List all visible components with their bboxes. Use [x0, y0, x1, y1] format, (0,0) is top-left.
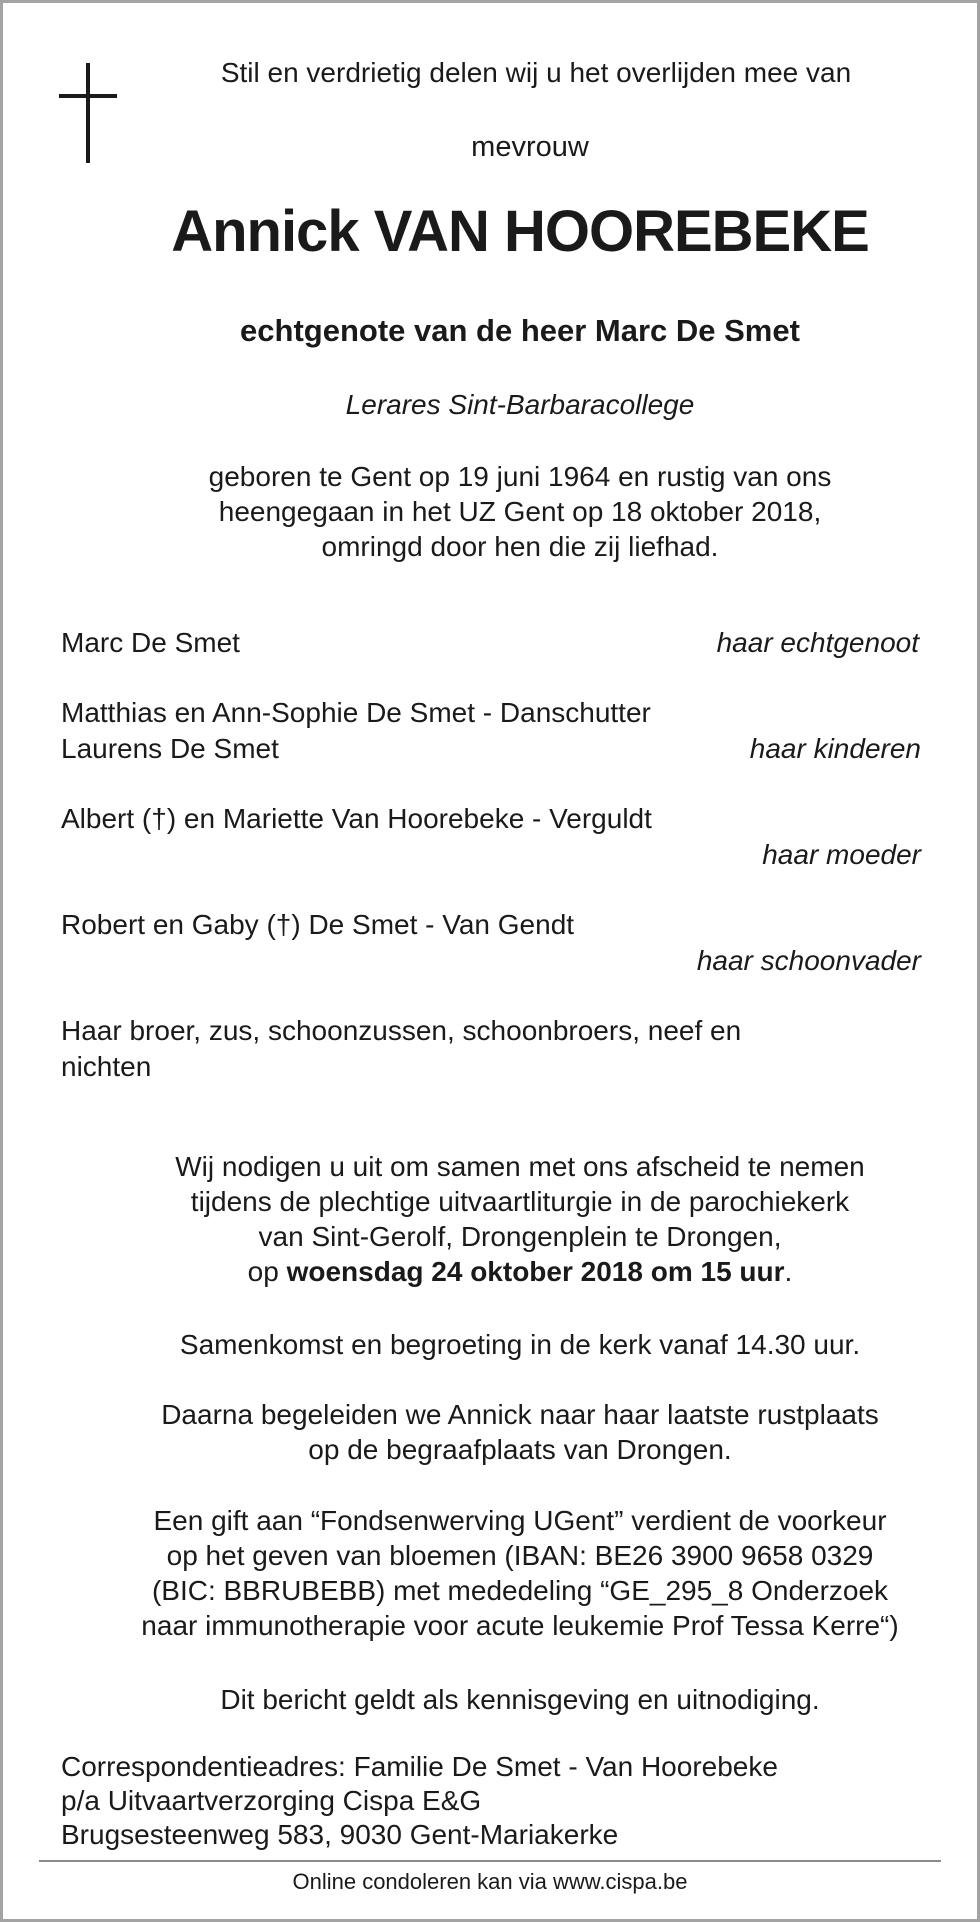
- notice-text: Dit bericht geldt als kennisgeving en uitnodiging.: [220, 1684, 820, 1715]
- family-name: Albert (†) en Mariette Van Hoorebeke - Verguldt: [61, 803, 652, 834]
- address-line-2: p/a Uitvaartverzorging Cispa E&G: [61, 1785, 482, 1816]
- family-row-children: [61, 695, 921, 767]
- invitation-suffix: .: [784, 1256, 793, 1287]
- family-name: Robert en Gaby (†) De Smet - Van Gendt: [61, 909, 575, 940]
- born-line-3: omringd door hen die zij liefhad.: [321, 531, 719, 562]
- invitation-prefix: op: [247, 1256, 287, 1287]
- family-row-father-in-law: [61, 907, 921, 976]
- birth-death-info: [33, 459, 980, 564]
- gift-line-2: op het geven van bloemen (IBAN: BE26 3900 9658 0329: [166, 1540, 874, 1571]
- family-relation: haar kinderen: [749, 733, 921, 764]
- family-row-mother: [61, 801, 921, 870]
- deceased-name: Annick VAN HOOREBEKE: [171, 199, 869, 264]
- footer-divider: [39, 1860, 941, 1862]
- family-name: Matthias en Ann-Sophie De Smet - Danschutter: [61, 697, 651, 728]
- address-line-1: Correspondentieadres: Familie De Smet - Van Hoorebeke: [61, 1751, 778, 1782]
- burial-line-1: Daarna begeleiden we Annick naar haar laatste rustplaats: [161, 1399, 879, 1430]
- gift-line-1: Een gift aan “Fondsenwerving UGent” verdient de voorkeur: [153, 1505, 887, 1536]
- address-line-3: Brugsesteenweg 583, 9030 Gent-Mariakerke: [61, 1819, 619, 1850]
- footer-condolence-text: Online condoleren kan via www.cispa.be: [292, 1869, 688, 1894]
- born-line-2: heengegaan in het UZ Gent op 18 oktober 2018,: [218, 496, 822, 527]
- meeting-info: Samenkomst en begroeting in de kerk vanaf 14.30 uur.: [179, 1329, 861, 1360]
- family-name: Haar broer, zus, schoonzussen, schoonbroers, neef en: [61, 1015, 742, 1046]
- family-relation: haar echtgenoot: [716, 627, 919, 658]
- family-name: Laurens De Smet: [61, 733, 279, 764]
- family-name: Marc De Smet: [61, 627, 240, 658]
- gift-line-4: naar immunotherapie voor acute leukemie Prof Tessa Kerre“): [141, 1610, 899, 1641]
- family-relation: haar schoonvader: [696, 945, 921, 976]
- invitation-line-3: van Sint-Gerolf, Drongenplein te Drongen,: [258, 1221, 782, 1252]
- title-prefix: mevrouw: [471, 131, 589, 163]
- invitation-line-1: Wij nodigen u uit om samen met ons afscheid te nemen: [175, 1151, 865, 1182]
- burial-line-2: op de begraafplaats van Drongen.: [308, 1434, 732, 1465]
- born-line-1: geboren te Gent op 19 juni 1964 en rustig van ons: [208, 461, 832, 492]
- funeral-date-time: woensdag 24 oktober 2018 om 15 uur: [286, 1256, 785, 1287]
- family-relation: haar moeder: [762, 839, 921, 870]
- profession: Lerares Sint-Barbaracollege: [345, 389, 695, 420]
- invitation-line-2: tijdens de plechtige uitvaartliturgie in de parochiekerk: [190, 1186, 850, 1217]
- correspondence-address: [61, 1750, 778, 1852]
- burial-info: [33, 1397, 980, 1467]
- invitation: [33, 1149, 980, 1289]
- spouse-line: echtgenote van de heer Marc De Smet: [240, 313, 800, 348]
- family-name: nichten: [61, 1051, 152, 1082]
- invitation-line-4: [33, 1254, 980, 1289]
- family-row-spouse: [61, 625, 921, 661]
- gift-info: [33, 1503, 980, 1643]
- intro-text: Stil en verdrietig delen wij u het overlijden mee van: [220, 57, 852, 88]
- family-row-others: [61, 1013, 861, 1085]
- gift-line-3: (BIC: BBRUBEBB) met mededeling “GE_295_8 Onderzoek: [151, 1575, 889, 1606]
